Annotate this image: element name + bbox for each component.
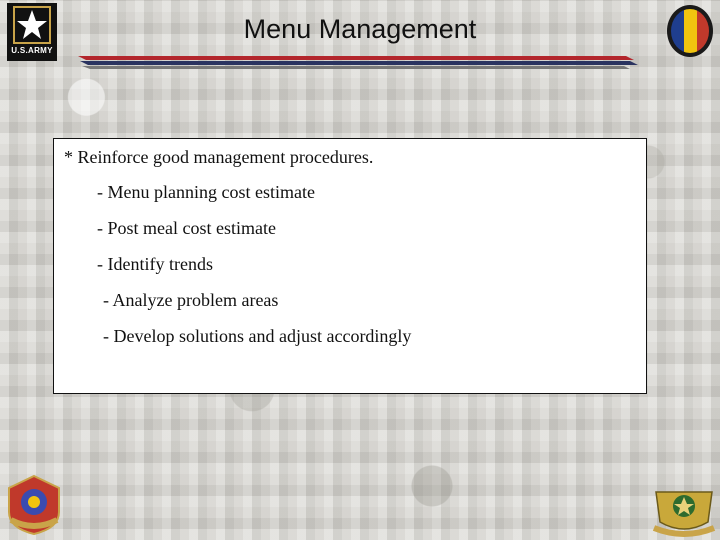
army-logo-text: U.S.ARMY — [11, 46, 53, 55]
title-underline-bar — [78, 52, 638, 70]
list-item: - Identify trends — [97, 254, 213, 274]
quartermaster-seal-icon — [665, 3, 715, 59]
list-item: - Menu planning cost estimate — [97, 182, 315, 202]
content-heading: * Reinforce good management procedures. — [64, 147, 374, 167]
list-item: - Post meal cost estimate — [97, 218, 276, 238]
content-box — [53, 138, 647, 394]
support-starts-here-badge-icon — [3, 474, 65, 536]
page-title: Menu Management — [243, 14, 477, 44]
list-item: - Develop solutions and adjust accordingly — [103, 326, 412, 346]
supporting-victory-badge-icon — [650, 484, 718, 538]
list-item: - Analyze problem areas — [103, 290, 279, 310]
